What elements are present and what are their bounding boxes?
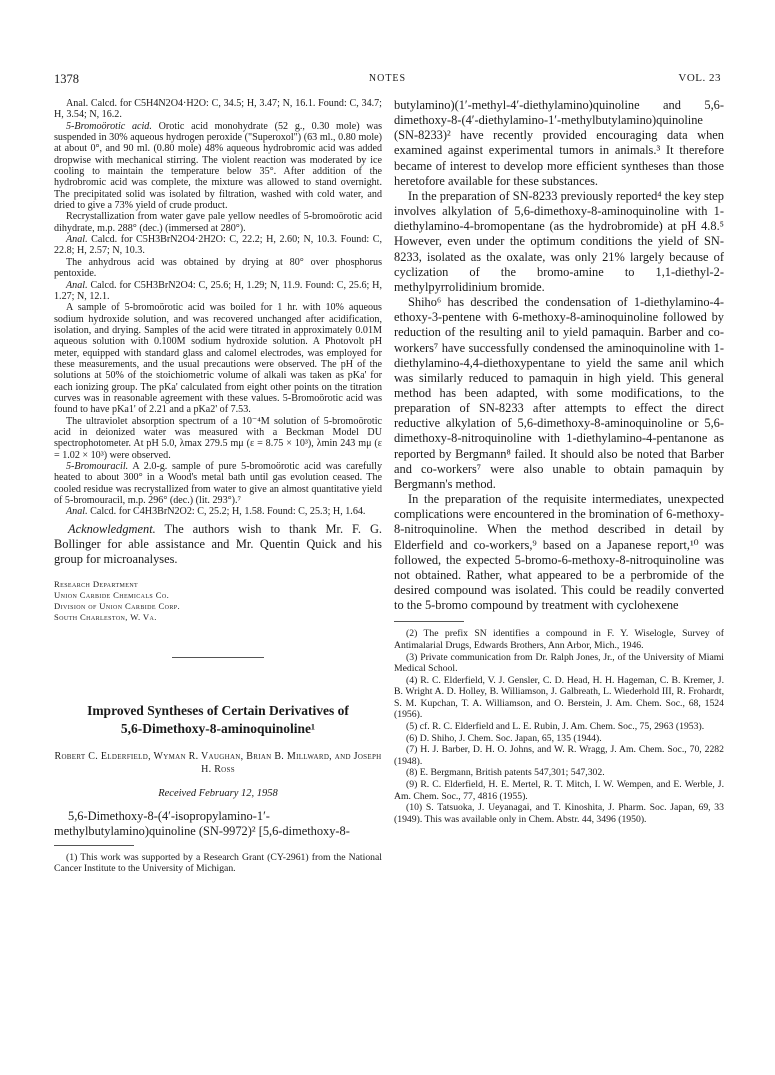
footnote: (6) D. Shiho, J. Chem. Soc. Japan, 65, 135 (1944). [406,732,602,744]
footnote: (10) S. Tatsuoka, J. Ueyanagai, and T. Kinoshita, J. Pharm. Soc. Japan, 69, 33 (1949). This was available only in Chem. Abstr. 44, 3496 (1950). [394,802,724,825]
experimental-section [54,98,382,518]
exp-paragraph: 5-Bromouracil. A 2.0-g. sample of pure 5-bromoörotic acid was carefully heated to about 300° in a Wood's metal bath until gas evolution ceased. The cooled residue was recrystallized from water to give an almost quantitative yield of 5-bromouracil, m.p. 296° (dec.) (lit. 293°).⁷ [54,461,382,507]
exp-paragraph: 5-Bromoörotic acid. Orotic acid monohydrate (52 g., 0.30 mole) was suspended in 30% aqueous hydrogen peroxide ("Superoxol") (63 ml., 0.80 mole) at about 0°, and 90 ml. (0.80 mole) 48% aqueous hydrobromic acid was added dropwise with mechanical stirring. The violent reaction was moderated by ice cooling to maintain the temperature below 35°. After addition of the hydrobromic acid was complete, the mixture was allowed to stand overnight. The precipitated solid was isolated by filtration, washed with cold water, and dried to give a 73% yield of crude product. [54,120,382,212]
received-date: Received February 12, 1958 [158,788,278,800]
footnote: (8) E. Bergmann, British patents 547,301; 547,302. [406,767,605,779]
footnote: (5) cf. R. C. Elderfield and L. E. Rubin, J. Am. Chem. Soc., 75, 2963 (1953). [406,721,705,733]
right-column [394,98,724,825]
affiliation-line: South Charleston, W. Va. [54,612,157,623]
author-list: Robert C. Elderfield, Wyman R. Vaughan, Brian B. Millward, and Joseph H. Ross [54,751,382,776]
footnote: (2) The prefix SN identifies a compound in F. Y. Wiselogle, Survey of Antimalarial Drugs, Edwards Brothers, Ann Arbor, Mich., 1946. [394,628,724,651]
affiliation-line: Union Carbide Chemicals Co. [54,590,170,601]
exp-paragraph: Anal. Calcd. for C4H3BrN2O2: C, 25.2; H, 1.58. Found: C, 25.3; H, 1.64. [66,506,366,518]
section-title: NOTES [368,73,407,84]
affiliation-line: Research Department [54,579,139,590]
volume-label: VOL. 23 [678,72,721,84]
section-divider [172,657,264,658]
acknowledgment-text: The authors wish to thank Mr. F. G. Bollinger for able assistance and Mr. Quentin Quick and his group for microanalyses. [54,521,382,567]
exp-paragraph: The ultraviolet absorption spectrum of a 10⁻⁴M solution of 5-bromoörotic acid in deionized water was measured with a Beckman Model DU spectrophotometer. At pH 5.0, λmax 279.5 mμ (ε = 8.75 × 10³), λmin 243 mμ (ε = 1.02 × 10³) were observed. [54,415,382,461]
footnotes [394,628,724,825]
body-paragraph: butylamino)(1′-methyl-4′-diethylamino)quinoline and 5,6-dimethoxy-8-(4′-diethylamino-1′-methylbutylamino)quinoline (SN-8233)² have recently provided encouraging data when examined against experimental tumors in animals.³ It therefore became of interest to develop more efficient syntheses than those heretofore available for these substances. [394,98,724,188]
affiliation-line: Division of Union Carbide Corp. [54,601,181,612]
acknowledgment-heading: Acknowledgment. [68,521,156,536]
acknowledgment [54,522,382,567]
exp-paragraph: Recrystallization from water gave pale yellow needles of 5-bromoörotic acid dihydrate, m.p. 288° (dec.) (immersed at 280°). [54,211,382,234]
footnote: (9) R. C. Elderfield, H. E. Mertel, R. T. Mitch, I. W. Wempen, and E. Werble, J. Am. Chem. Soc., 77, 4816 (1955). [394,779,724,802]
footnote: (3) Private communication from Dr. Ralph Jones, Jr., of the University of Miami Medical School. [394,651,724,675]
left-column [54,98,382,875]
footnote-divider [54,845,134,846]
body-paragraph: In the preparation of the requisite intermediates, unexpected complications were encountered in the bromination of 6-methoxy-8-nitroquinoline. When the method described in detail by Elderfield and co-workers,⁹ based on a Japanese report,¹⁰ was followed, the expected 5-bromo-6-methoxy-8-nitroquinoline was not obtained. Rather, what appeared to be a perbromide of the desired compound was isolated. This could be readily converted to the 5-bromo compound by treatment with cyclohexene [394,492,724,613]
article-intro: 5,6-Dimethoxy-8-(4′-isopropylamino-1′-methylbutylamino)quinoline (SN-9972)² [5,6-dimethoxy-8- [54,809,350,839]
running-header [54,72,721,88]
exp-paragraph: A sample of 5-bromoörotic acid was boiled for 1 hr. with 10% aqueous sodium hydroxide solution, and was recovered unchanged after acidification, isolation, and drying. Samples of the acid were titrated in approximately 0.01M aqueous solution with 0.100M sodium hydroxide solution. A Photovolt pH meter, equipped with standard glass and calomel electrodes, was employed for these measurements, and the usual precautions were observed. The pH of the solutions at 50% of the stoichiometric volume of alkali was taken as pKa' for each ionizing group. The pKa' calculated from eight other points on the titration curves was in reasonable agreement with these values. 5-Bromoörotic acid was found to have pKa1' of 2.21 and a pKa2' of 7.53. [54,302,382,416]
page-number: 1378 [54,72,79,86]
affiliation-block [54,579,382,623]
footnote-divider [394,621,464,622]
exp-paragraph: Anal. Calcd. for C5H3BrN2O4·2H2O: C, 22.2; H, 2.60; N, 10.3. Found: C, 22.8; H, 2.57; N, 10.3. [54,234,382,257]
exp-paragraph: Anal. Calcd. for C5H4N2O4·H2O: C, 34.5; H, 3.47; N, 16.1. Found: C, 34.7; H, 3.54; N, 16.2. [54,98,382,121]
footnote: (7) H. J. Barber, D. H. O. Johns, and W. R. Wragg, J. Am. Chem. Soc., 70, 2282 (1948). [394,744,724,767]
body-paragraph: In the preparation of SN-8233 previously reported⁴ the key step involves alkylation of 5,6-dimethoxy-8-aminoquinoline with 1-diethylamino-4-bromopentane (as the hydrobromide) at pH 4.8.⁵ However, even under the optimum conditions the yield of SN-8233, isolated as the oxalate, was only 21% largely because of cyclization of the bromo-amine to 1,1-diethyl-2-methylpyrrolidinium bromide. [394,188,724,294]
body-paragraph: Shiho⁶ has described the condensation of 1-diethylamino-4-ethoxy-3-pentene with 6-methoxy-8-aminoquinoline followed by reduction of the resulting anil to yield pamaquin. Barber and co-workers⁷ have successfully condensed the aminoquinoline with 1-diethylamino-4,4-diethoxypentane to yield the same anil which was similarly reduced to pamaquin in high yield. This general method has been adapted, with some modifications, to the preparation of SN-8233 after attempts to effect the direct reductive alkylation of 5,6-dimethoxy-8-aminoquinoline or 5,6-dimethoxy-8-nitroquinoline with 1-diethylamino-4-pentanone as reported by Bergmann⁸ failed. It should also be noted that Barber and co-workers⁷ were also unable to obtain pamaquin by Bergmann's method. [394,295,724,491]
exp-paragraph: Anal. Calcd. for C5H3BrN2O4: C, 25.6; H, 1.29; N, 11.9. Found: C, 25.6; H, 1.27; N, 12.1. [54,279,382,302]
footnote: (4) R. C. Elderfield, V. J. Gensler, C. D. Head, H. H. Hageman, C. B. Kremer, J. B. Wright A. D. Holley, B. Williamson, J. Galbreath, L. Wiederhold III, R. Frohardt, S. M. Kupchan, T. A. Williamson, and O. Berstein, J. Am. Chem. Soc., 68, 1524 (1956). [394,674,724,721]
body-text [394,98,724,613]
article-title: Improved Syntheses of Certain Derivatives of 5,6-Dimethoxy-8-aminoquinoline¹ [87,703,349,737]
footnote: (1) This work was supported by a Research Grant (CY-2961) from the National Cancer Institute to the University of Michigan. [54,851,382,875]
exp-paragraph: The anhydrous acid was obtained by drying at 80° over phosphorus pentoxide. [54,256,382,280]
